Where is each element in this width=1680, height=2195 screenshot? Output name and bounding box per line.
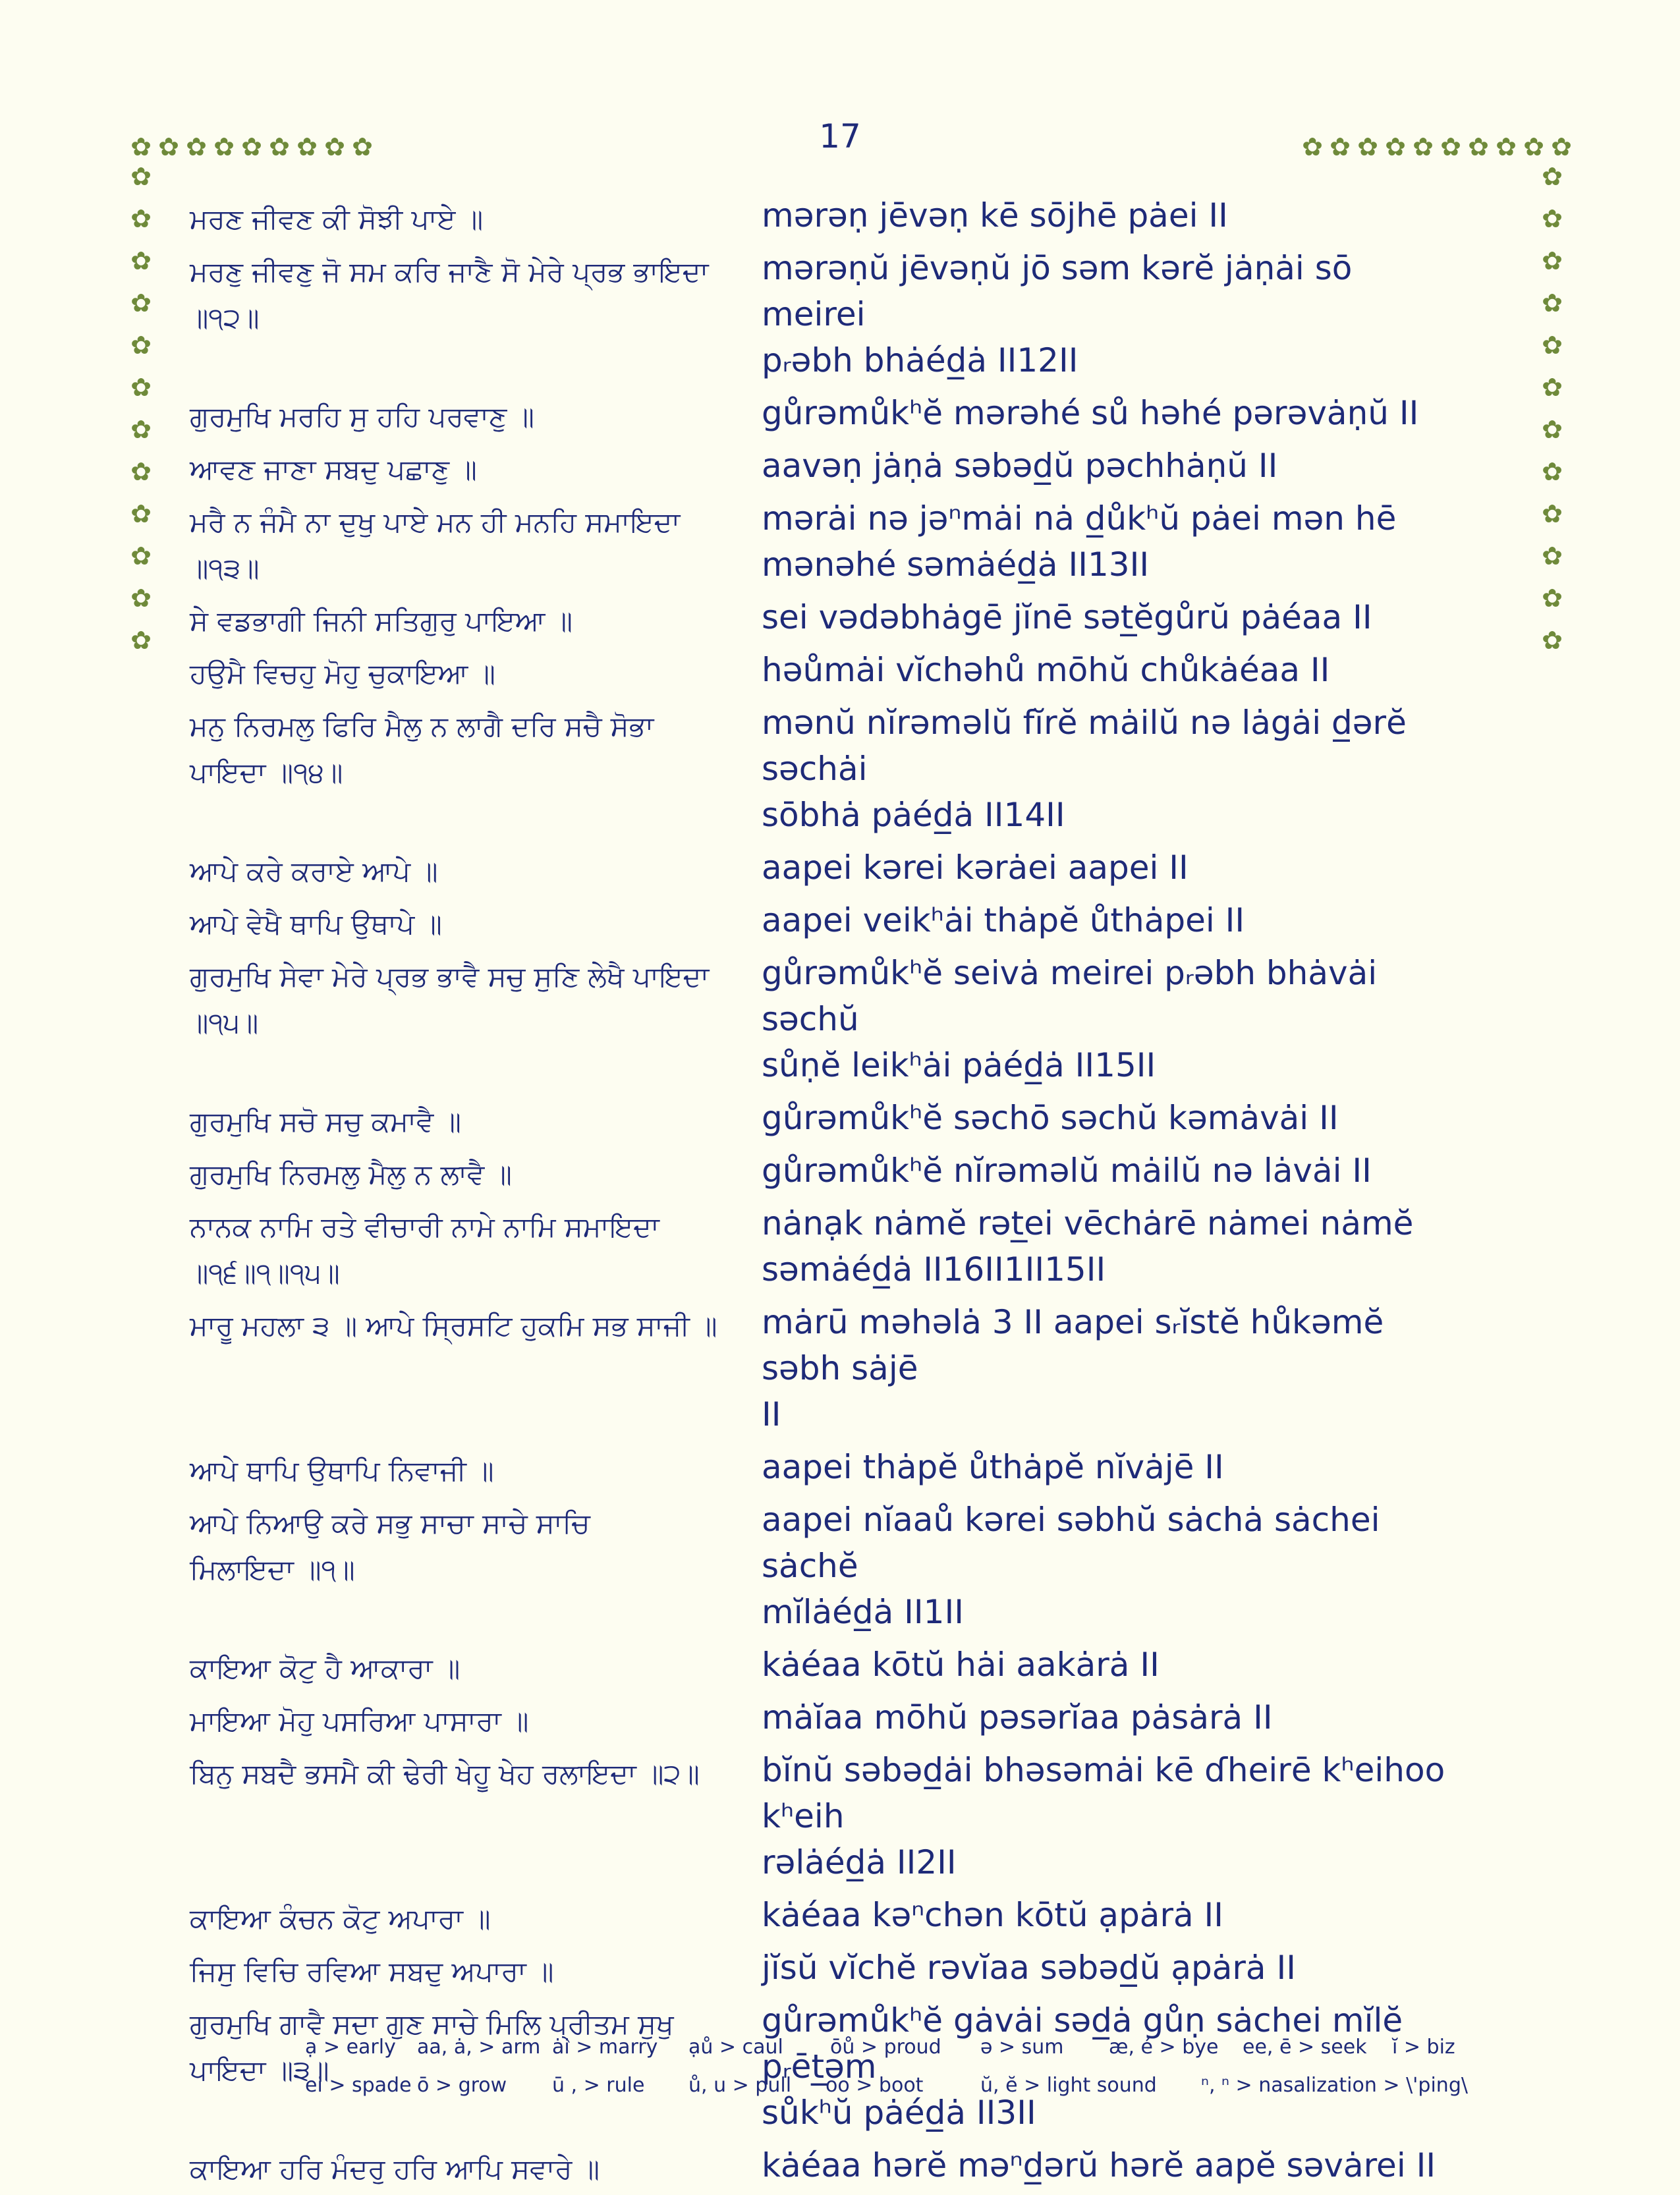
verse-row (190, 2142, 1507, 2188)
flower-icon: ✿ (130, 584, 152, 613)
gurmukhi-text: ਆਪੇ ਕਰੇ ਕਰਾਏ ਆਪੇ ॥ (190, 855, 438, 887)
flower-icon: ✿ (130, 626, 152, 655)
verse-list (190, 192, 1507, 2195)
verse-row (190, 1945, 1507, 1991)
transliteration-text: sei vədəbhȧgē jĭnē sət̲ĕgůrŭ pȧéaa II (762, 598, 1372, 636)
legend-item: ạ > early (305, 2036, 396, 2059)
gurmukhi-text: ਗੁਰਮੁਖਿ ਗਾਵੈ ਸਦਾ ਗੁਣ ਸਾਚੇ ਮਿਲਿ ਪ੍ਰੀਤਮ ਸੁਖੁ ਪਾਇਦਾ ॥੩॥ (190, 2008, 674, 2086)
flower-icon: ✿ (130, 162, 152, 191)
gurmukhi-text: ਕਾਇਆ ਕੋਟੁ ਹੈ ਆਕਾਰਾ ॥ (190, 1652, 461, 1684)
flower-icon: ✿ (1302, 132, 1323, 161)
verse-row (190, 1148, 1507, 1194)
transliteration-text: gůrəmůkʰĕ seivȧ meirei pᵣəbh bhȧvȧi səchŭ sůṇĕ leikʰȧi pȧéd̲ȧ II15II (762, 954, 1378, 1084)
gurmukhi-text: ਮਰੈ ਨ ਜੰਮੈ ਨਾ ਦੁਖੁ ਪਾਏ ਮਨ ਹੀ ਮਨਹਿ ਸਮਾਇਦਾ ॥੧੩॥ (190, 506, 681, 584)
transliteration-text: mȧrū məhəlȧ 3 II aapei sᵣĭstĕ hůkəmĕ səbh sȧjē II (762, 1303, 1384, 1433)
legend-item: ə > sum (980, 2036, 1064, 2059)
gurmukhi-text: ਨਾਨਕ ਨਾਮਿ ਰਤੇ ਵੀਚਾਰੀ ਨਾਮੇ ਨਾਮਿ ਸਮਾਇਦਾ ॥੧੬॥੧॥੧੫॥ (190, 1211, 659, 1289)
flower-icon: ✿ (130, 132, 152, 161)
verse-row (190, 1694, 1507, 1740)
flower-icon: ✿ (213, 132, 235, 161)
flower-icon: ✿ (1542, 457, 1563, 486)
gurmukhi-text: ਆਪੇ ਨਿਆਉ ਕਰੇ ਸਭੁ ਸਾਚਾ ਸਾਚੇ ਸਾਚਿ ਮਿਲਾਇਦਾ ॥੧॥ (190, 1507, 590, 1586)
verse-row (190, 1747, 1507, 1885)
legend-item: æ, é > bye (1109, 2036, 1219, 2059)
flower-icon: ✿ (130, 457, 152, 486)
gurmukhi-text: ਮਾਇਆ ਮੋਹੁ ਪਸਰਿਆ ਪਾਸਾਰਾ ॥ (190, 1705, 529, 1737)
flower-icon: ✿ (1468, 132, 1489, 161)
page-number: 17 (819, 117, 861, 155)
verse-row (190, 390, 1507, 436)
gurmukhi-text: ਬਿਨੁ ਸਬਦੈ ਭਸਮੈ ਕੀ ਢੇਰੀ ਖੇਹੂ ਖੇਹ ਰਲਾਇਦਾ ॥੨॥ (190, 1758, 700, 1790)
flower-icon: ✿ (1551, 132, 1572, 161)
flower-icon: ✿ (130, 246, 152, 275)
transliteration-text: mənŭ nĭrəməlŭ fĭrĕ mȧilŭ nə lȧgȧi d̲ərĕ səchȧi sōbhȧ pȧéd̲ȧ II14II (762, 704, 1407, 834)
verse-row (190, 950, 1507, 1088)
flower-icon: ✿ (1542, 499, 1563, 528)
flower-icon: ✿ (324, 132, 345, 161)
flower-icon: ✿ (1385, 132, 1406, 161)
transliteration-text: bĭnŭ səbəd̲ȧi bhəsəmȧi kē ɗheirē kʰeihoo kʰeih rəlȧéd̲ȧ II2II (762, 1751, 1445, 1881)
gurmukhi-text: ਜਿਸੁ ਵਿਚਿ ਰਵਿਆ ਸਬਦੁ ਅਪਾਰਾ ॥ (190, 1955, 554, 1987)
transliteration-text: aapei thȧpĕ ůthȧpĕ nĭvȧjē II (762, 1448, 1224, 1486)
verse-row (190, 1892, 1507, 1938)
flower-icon: ✿ (1496, 132, 1517, 161)
transliteration-text: mȧĭaa mōhŭ pəsərĭaa pȧsȧrȧ II (762, 1698, 1273, 1737)
verse-row (190, 1200, 1507, 1292)
legend-item: ȧi > marry (552, 2036, 658, 2059)
transliteration-text: mərəṇŭ jēvəṇŭ jō səm kərĕ jȧṇȧi sō meirei pᵣəbh bhȧéd̲ȧ II12II (762, 249, 1353, 379)
flower-icon: ✿ (186, 132, 207, 161)
flower-icon: ✿ (1330, 132, 1351, 161)
transliteration-text: jĭsŭ vĭchĕ rəvĭaa səbəd̲ŭ ạpȧrȧ II (762, 1949, 1296, 1987)
transliteration-text: aapei kərei kərȧei aapei II (762, 848, 1189, 887)
legend-item: aa, ȧ, > arm (417, 2036, 541, 2059)
flower-icon: ✿ (1542, 542, 1563, 570)
flower-icon: ✿ (269, 132, 290, 161)
verse-row (190, 1997, 1507, 2136)
flower-icon: ✿ (130, 542, 152, 570)
legend-item: ee, ē > seek (1243, 2036, 1367, 2059)
flower-icon: ✿ (1542, 373, 1563, 402)
flower-icon: ✿ (158, 132, 179, 161)
legend-item: ō > grow (417, 2074, 507, 2097)
flower-icon: ✿ (1542, 584, 1563, 613)
flower-icon: ✿ (130, 373, 152, 402)
gurmukhi-text: ਮਰਣੁ ਜੀਵਣੁ ਜੋ ਸਮ ਕਰਿ ਜਾਣੈ ਸੋ ਮੇਰੇ ਪ੍ਰਭ ਭਾਇਦਾ ॥੧੨॥ (190, 256, 709, 334)
legend-item: ạů > caul (688, 2036, 783, 2059)
verse-row (190, 1444, 1507, 1490)
legend-item: ōů > proud (830, 2036, 941, 2059)
flower-icon: ✿ (1542, 204, 1563, 233)
transliteration-text: mərȧi nə jəⁿmȧi nȧ d̲ůkʰŭ pȧei mən hē mənəhé səmȧéd̲ȧ II13II (762, 499, 1397, 584)
verse-row (190, 700, 1507, 838)
verse-row (190, 897, 1507, 943)
legend-item: ⁿ, ⁿ > nasalization > \'ping\ (1201, 2074, 1468, 2097)
gurmukhi-text: ਗੁਰਮੁਖਿ ਨਿਰਮਲੁ ਮੈਲੁ ਨ ਲਾਵੈ ॥ (190, 1158, 512, 1190)
transliteration-text: aapei nĭaaů kərei səbhŭ sȧchȧ sȧchei sȧchĕ mĭlȧéd̲ȧ II1II (762, 1501, 1380, 1631)
transliteration-text: aapei veikʰȧi thȧpĕ ůthȧpei II (762, 901, 1245, 939)
verse-row (190, 1095, 1507, 1141)
flower-icon: ✿ (1542, 626, 1563, 655)
transliteration-text: gůrəmůkʰĕ nĭrəməlŭ mȧilŭ nə lȧvȧi II (762, 1152, 1372, 1190)
gurmukhi-text: ਮਾਰੂ ਮਹਲਾ ੩ ॥ ਆਪੇ ਸ੍ਰਿਸਟਿ ਹੁਕਮਿ ਸਭ ਸਾਜੀ ॥ (190, 1310, 717, 1342)
gurmukhi-text: ਆਪੇ ਵੇਖੈ ਥਾਪਿ ਉਥਾਪੇ ॥ (190, 908, 442, 940)
flower-icon: ✿ (1440, 132, 1461, 161)
flower-icon: ✿ (1542, 162, 1563, 191)
transliteration-text: gůrəmůkʰĕ səchō səchŭ kəmȧvȧi II (762, 1099, 1339, 1137)
transliteration-text: nȧnạk nȧmĕ rət̲ei vēchȧrē nȧmei nȧmĕ səmȧéd̲ȧ II16II1II15II (762, 1204, 1414, 1289)
verse-row (190, 245, 1507, 383)
verse-row (190, 192, 1507, 238)
gurmukhi-text: ਮਰਣ ਜੀਵਣ ਕੀ ਸੋਝੀ ਪਾਏ ॥ (190, 203, 484, 235)
legend-item: ei > spade (305, 2074, 412, 2097)
transliteration-text: aavəṇ jȧṇȧ səbəd̲ŭ pəchhȧṇŭ II (762, 447, 1278, 485)
transliteration-text: gůrəmůkʰĕ gȧvȧi səd̲ȧ gůṇ sȧchei mĭlĕ pᵣēt̲əm sůkʰŭ pȧéd̲ȧ II3II (762, 2001, 1403, 2132)
verse-row (190, 1642, 1507, 1688)
verse-row (190, 647, 1507, 693)
gurmukhi-text: ਗੁਰਮੁਖਿ ਸਚੋ ਸਚੁ ਕਮਾਵੈ ॥ (190, 1105, 461, 1138)
flower-icon: ✿ (352, 132, 373, 161)
flower-icon: ✿ (1357, 132, 1378, 161)
flower-icon: ✿ (130, 204, 152, 233)
gurmukhi-text: ਕਾਇਆ ਹਰਿ ਮੰਦਰੁ ਹਰਿ ਆਪਿ ਸਵਾਰੇ ॥ (190, 2153, 600, 2185)
flower-icon: ✿ (130, 499, 152, 528)
gurmukhi-text: ਗੁਰਮੁਖਿ ਮਰਹਿ ਸੁ ਹਹਿ ਪਰਵਾਣੁ ॥ (190, 401, 534, 433)
flower-icon: ✿ (1542, 289, 1563, 318)
gurmukhi-text: ਹਉਮੈ ਵਿਚਹੁ ਮੋਹੁ ਚੁਕਾਇਆ ॥ (190, 657, 495, 690)
transliteration-text: kȧéaa hərĕ məⁿd̲ərŭ hərĕ aapĕ səvȧrei II (762, 2146, 1436, 2184)
verse-row (190, 845, 1507, 891)
legend-item: ĭ > biz (1392, 2036, 1455, 2059)
gurmukhi-text: ਗੁਰਮੁਖਿ ਸੇਵਾ ਮੇਰੇ ਪ੍ਰਭ ਭਾਵੈ ਸਚੁ ਸੁਣਿ ਲੇਖੈ ਪਾਇਦਾ ॥੧੫॥ (190, 960, 710, 1039)
verse-row (190, 594, 1507, 640)
flower-icon: ✿ (296, 132, 318, 161)
flower-icon: ✿ (130, 415, 152, 444)
gurmukhi-text: ਕਾਇਆ ਕੰਚਨ ਕੋਟੁ ਅਪਾਰਾ ॥ (190, 1903, 491, 1935)
transliteration-text: həůmȧi vĭchəhů mōhŭ chůkȧéaa II (762, 651, 1330, 689)
gurmukhi-text: ਸੇ ਵਡਭਾਗੀ ਜਿਨੀ ਸਤਿਗੁਰੁ ਪਾਇਆ ॥ (190, 605, 573, 637)
transliteration-text: mərəṇ jēvəṇ kē sōjhē pȧei II (762, 196, 1228, 235)
legend-item: ŭ, ĕ > light sound (980, 2074, 1157, 2097)
transliteration-text: gůrəmůkʰĕ mərəhé sů həhé pərəvȧṇŭ II (762, 394, 1419, 432)
flower-icon: ✿ (130, 331, 152, 360)
flower-icon: ✿ (1542, 246, 1563, 275)
transliteration-text: kȧéaa kəⁿchən kōtŭ ạpȧrȧ II (762, 1896, 1224, 1934)
flower-icon: ✿ (1542, 415, 1563, 444)
legend-item: oo > boot (826, 2074, 924, 2097)
gurmukhi-text: ਮਨੁ ਨਿਰਮਲੁ ਫਿਰਿ ਮੈਲੁ ਨ ਲਾਗੈ ਦਰਿ ਸਚੈ ਸੋਭਾ ਪਾਇਦਾ ॥੧੪॥ (190, 710, 654, 789)
gurmukhi-text: ਆਵਣ ਜਾਣਾ ਸਬਦੁ ਪਛਾਣੁ ॥ (190, 453, 477, 486)
verse-row (190, 1497, 1507, 1635)
transliteration-text: kȧéaa kōtŭ hȧi aakȧrȧ II (762, 1646, 1160, 1684)
flower-icon: ✿ (1542, 331, 1563, 360)
legend-item: ů, u > pull (688, 2074, 792, 2097)
verse-row (190, 495, 1507, 588)
flower-icon: ✿ (1413, 132, 1434, 161)
gurmukhi-text: ਆਪੇ ਥਾਪਿ ਉਥਾਪਿ ਨਿਵਾਜੀ ॥ (190, 1455, 494, 1487)
flower-icon: ✿ (1523, 132, 1544, 161)
verse-row (190, 1299, 1507, 1437)
verse-row (190, 443, 1507, 489)
legend-item: ū , > rule (552, 2074, 645, 2097)
flower-icon: ✿ (130, 289, 152, 318)
flower-icon: ✿ (241, 132, 262, 161)
